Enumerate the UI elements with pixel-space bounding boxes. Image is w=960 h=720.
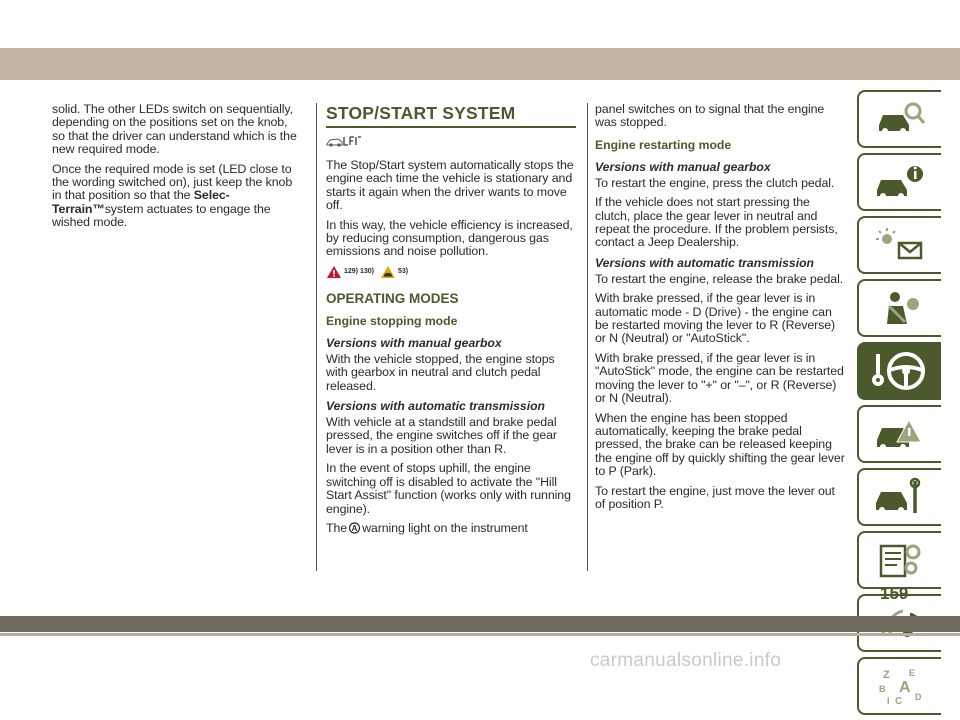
heading-underline bbox=[326, 126, 576, 128]
chapter-tab-starting-driving[interactable] bbox=[857, 342, 941, 400]
technical-data-icon bbox=[873, 540, 927, 580]
svg-text:I: I bbox=[887, 696, 890, 706]
stop-start-warning-light-icon bbox=[348, 522, 361, 537]
paragraph: panel switches on to signal that the engine was stopped. bbox=[595, 102, 825, 130]
column-divider bbox=[316, 103, 317, 571]
version-heading: Versions with automatic transmission bbox=[595, 255, 814, 270]
seatbelt-airbag-icon bbox=[873, 288, 927, 328]
column-right bbox=[595, 103, 845, 517]
svg-text:A: A bbox=[899, 679, 911, 696]
version-heading: Versions with manual gearbox bbox=[326, 335, 502, 350]
column-divider bbox=[587, 103, 588, 571]
paragraph: If the vehicle does not start pressing the clutch, place the gear lever in neutral and repeat the procedure. If the problem persists, contact a Jeep Dealership. bbox=[595, 195, 838, 250]
paragraph: solid. The other LEDs switch on sequentially, depending on the positions set on the knob, so that the driver can understand which is the new required mode. bbox=[52, 102, 297, 157]
paragraph: To restart the engine, release the brake pedal. bbox=[595, 271, 844, 286]
chapter-tab-getting-to-know[interactable] bbox=[857, 90, 941, 148]
paragraph: With brake pressed, if the gear lever is in "AutoStick" mode, the engine can be restarted moving the lever to "+" or "–", or R (Reverse) or N (Neutral). bbox=[595, 350, 844, 406]
car-info-icon bbox=[873, 162, 927, 202]
svg-text:B: B bbox=[879, 684, 886, 694]
alphabetical-index-icon bbox=[873, 666, 927, 706]
version-heading: Versions with manual gearbox bbox=[595, 159, 771, 174]
column-left bbox=[52, 103, 302, 236]
vehicle-variant-icon bbox=[326, 134, 576, 153]
bottom-banner bbox=[0, 616, 960, 632]
paragraph: Once the required mode is set (LED close to the wording switched on), just keep the knob in that position so that the Selec-Terrain™system actuates to engage the wished mode. bbox=[52, 161, 293, 230]
paragraph: In the event of stops uphill, the engine switching off is disabled to activate the "Hill Start Assist" function (works only with running engine). bbox=[326, 461, 571, 516]
paragraph: With vehicle at a standstill and brake pedal pressed, the engine switches off if the gear lever is in a position other than R. bbox=[326, 415, 557, 456]
key-steering-wheel-icon bbox=[870, 348, 930, 394]
svg-text:Z: Z bbox=[883, 669, 890, 681]
paragraph: With the vehicle stopped, the engine stops with gearbox in neutral and clutch pedal released. bbox=[326, 351, 555, 393]
svg-text:E: E bbox=[909, 668, 916, 678]
paragraph: The Stop/Start system automatically stops the engine each time the vehicle is stationary and starts it again when the driver wants to move off. bbox=[326, 158, 574, 213]
caution-refs: 53) bbox=[397, 268, 409, 276]
section-heading: STOP/START SYSTEM bbox=[326, 103, 516, 123]
paragraph: The A warning light on the instrument bbox=[326, 522, 576, 537]
mode-heading: Engine restarting mode bbox=[595, 137, 732, 152]
paragraph: To restart the engine, press the clutch pedal. bbox=[595, 175, 835, 190]
chapter-tab-instrument-panel[interactable] bbox=[857, 153, 941, 211]
svg-text:A: A bbox=[351, 523, 358, 533]
car-service-icon bbox=[873, 477, 927, 517]
paragraph: When the engine has been stopped automatically, keeping the brake pedal pressed, the brake can be released keeping the engine off by quickly shifting the gear lever to P (Park). bbox=[595, 410, 845, 479]
page-number: 159 bbox=[880, 584, 909, 603]
column-middle bbox=[326, 103, 576, 543]
warning-lights-icon bbox=[873, 225, 927, 265]
car-emergency-icon bbox=[873, 414, 927, 454]
car-search-icon bbox=[873, 99, 927, 139]
subsection-heading: OPERATING MODES bbox=[326, 290, 459, 306]
chapter-tab-emergency[interactable] bbox=[857, 405, 941, 463]
svg-text:D: D bbox=[915, 692, 922, 702]
bottom-rule bbox=[0, 633, 960, 636]
svg-text:C: C bbox=[895, 696, 903, 706]
top-banner bbox=[0, 48, 960, 80]
paragraph: In this way, the vehicle efficiency is increased, by reducing consumption, dangerous gas emissions and noise pollution. bbox=[326, 217, 573, 259]
paragraph: To restart the engine, just move the lever out of position P. bbox=[595, 483, 835, 511]
watermark: carmanualsonline.info bbox=[590, 650, 782, 671]
warning-triangle-icon bbox=[326, 265, 342, 279]
paragraph: With brake pressed, if the gear lever is in automatic mode - D (Drive) - the engine can be restarted moving the lever to R (Reverse) or N (Neutral) or "AutoStick". bbox=[595, 291, 836, 346]
mode-heading: Engine stopping mode bbox=[326, 313, 458, 328]
warning-refs: 129) 130) bbox=[344, 268, 374, 276]
warning-references bbox=[326, 265, 576, 279]
chapter-tab-index[interactable] bbox=[857, 657, 941, 715]
version-heading: Versions with automatic transmission bbox=[326, 399, 545, 414]
chapter-tab-maintenance[interactable] bbox=[857, 468, 941, 526]
chapter-tab-technical-data[interactable] bbox=[857, 531, 941, 589]
chapter-tab-warning-lights[interactable] bbox=[857, 216, 941, 274]
chapter-tab-safety[interactable] bbox=[857, 279, 941, 337]
selec-terrain-term: Selec-Terrain™ bbox=[52, 188, 230, 216]
caution-triangle-icon bbox=[380, 265, 396, 279]
